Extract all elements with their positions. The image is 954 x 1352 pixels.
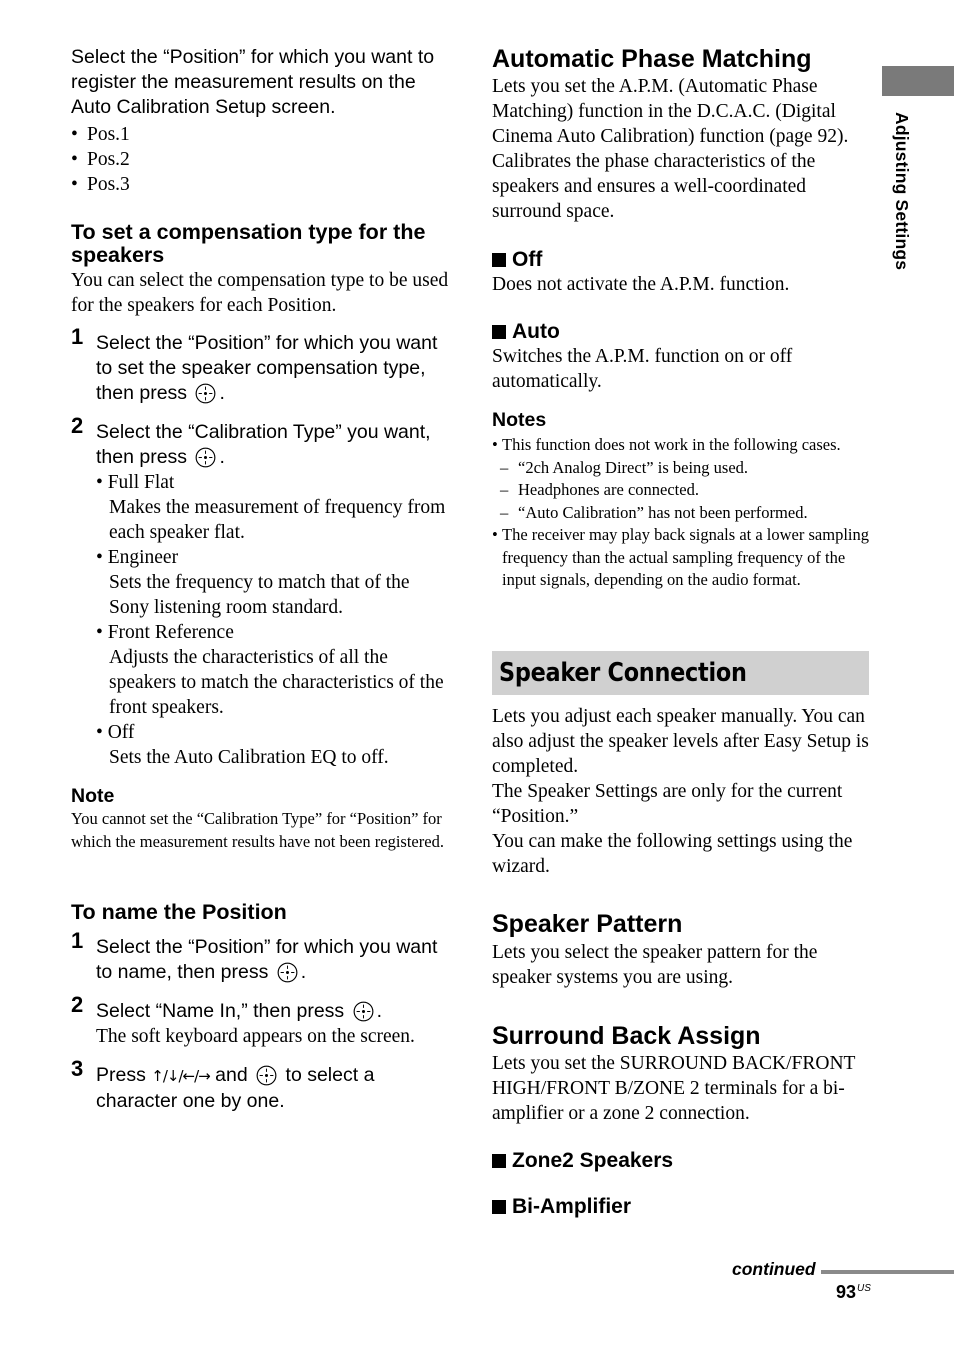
list-item: – “Auto Calibration” has not been performed. (500, 502, 808, 522)
list-item: • Front Reference Adjusts the characteristics of all the speakers to match the characteristics of the front speakers. (96, 622, 444, 718)
apm-option-auto-desc: Switches the A.P.M. function on or off automatically. (492, 346, 793, 392)
enter-button-icon (256, 1065, 277, 1086)
list-item: • Full Flat Makes the measurement of frequency from each speaker flat. (96, 472, 446, 543)
list-item: • Pos.2 (71, 149, 130, 170)
step-text: Select the “Calibration Type” you want, then press (96, 421, 431, 468)
list-item: • The receiver may play back signals at a lower sampling frequency than the actual sampling frequency of the input signals, depending on the audio format. (492, 525, 869, 589)
calibration-type-list (96, 470, 449, 770)
position-list (71, 122, 449, 197)
enter-button-icon (353, 1001, 374, 1022)
comp-step-1: 1 Select the “Position” for which you want to set the speaker compensation type, then press . (71, 324, 438, 404)
note-heading: Note (71, 785, 115, 807)
step-number: 2 (71, 992, 84, 1017)
apm-option-auto: Auto (492, 320, 560, 344)
name-step-3: 3 Press ↑/↓/←/→ and to select a character one by one. (71, 1056, 375, 1112)
square-bullet-icon (492, 325, 506, 339)
list-item: • This function does not work in the following cases. (492, 435, 841, 454)
step-text: to select a character one by one. (96, 1064, 375, 1112)
continued-bar (821, 1270, 954, 1274)
notes-list (492, 434, 870, 592)
surround-back-assign-heading: Surround Back Assign (492, 1022, 761, 1050)
list-item: – “2ch Analog Direct” is being used. (500, 457, 749, 477)
name-step-2: 2 Select “Name In,” then press . The soft keyboard appears on the screen. (71, 999, 449, 1049)
list-item: • Pos.1 (71, 124, 130, 145)
name-step-1: 1 Select the “Position” for which you want to name, then press . (71, 928, 438, 983)
list-item: • Off Sets the Auto Calibration EQ to off. (96, 722, 389, 768)
page-number: $93^{US}$ (836, 1282, 871, 1302)
step-subtext: The soft keyboard appears on the screen. (96, 1026, 415, 1047)
continued-label: continued (732, 1259, 816, 1279)
section-intro: Lets you adjust each speaker manually. You can also adjust the speaker levels after Easy Setup is completed. The Speaker Settings are only for the current “Position.” You can make the following settings using the wizard. (492, 706, 869, 877)
enter-button-icon (277, 962, 298, 983)
surround-back-assign-text: Lets you set the SURROUND BACK/FRONT HIGH/FRONT B/ZONE 2 terminals for a bi-amplifier or a zone 2 connection. (492, 1053, 856, 1124)
step-number: 1 (71, 928, 84, 953)
side-tab-marker (882, 66, 954, 96)
square-bullet-icon (492, 1154, 506, 1168)
compensation-intro: You can select the compensation type to be used for the speakers for each Position. (71, 270, 449, 316)
speaker-pattern-text: Lets you select the speaker pattern for the speaker systems you are using. (492, 942, 818, 988)
step-text: Select “Name In,” then press (96, 1000, 345, 1022)
comp-step-2: 2 Select the “Calibration Type” you want, then press . (71, 413, 431, 468)
name-position-heading: To name the Position (71, 900, 287, 924)
step-number: 1 (71, 324, 84, 349)
apm-heading: Automatic Phase Matching (492, 45, 812, 73)
speaker-pattern-heading: Speaker Pattern (492, 910, 683, 938)
section-title: Speaker Connection (499, 658, 747, 688)
arrow-keys-icon: ↑/↓/←/→ (151, 1067, 210, 1085)
enter-button-icon (195, 383, 216, 404)
step-text: Select the “Position” for which you want to name, then press (96, 936, 438, 983)
apm-option-off-desc: Does not activate the A.P.M. function. (492, 274, 790, 295)
sba-option-zone2: Zone2 Speakers (492, 1149, 673, 1173)
square-bullet-icon (492, 1200, 506, 1214)
square-bullet-icon (492, 253, 506, 267)
list-item: • Pos.3 (71, 174, 130, 195)
step-number: 2 (71, 413, 84, 438)
enter-button-icon (195, 447, 216, 468)
compensation-heading: To set a compensation type for the speakers (71, 220, 426, 267)
section-title-band (492, 651, 869, 695)
list-item: • Engineer Sets the frequency to match that of the Sony listening room standard. (96, 547, 410, 618)
notes-heading: Notes (492, 409, 547, 431)
sba-option-biamp: Bi-Amplifier (492, 1195, 631, 1219)
note-text: You cannot set the “Calibration Type” for “Position” for which the measurement results have not been registered. (71, 809, 444, 851)
list-item: – Headphones are connected. (500, 480, 699, 499)
step-text: Select the “Position” for which you want to set the speaker compensation type, then press (96, 332, 438, 404)
apm-option-off: Off (492, 248, 542, 272)
step-number: 3 (71, 1056, 84, 1081)
apm-text: Lets you set the A.P.M. (Automatic Phase Matching) function in the D.C.A.C. (Digital Cinema Auto Calibration) function (page 92). Calibrates the phase characteristics of the speakers and ensures a well-coordinated surround space. (492, 76, 849, 222)
side-tab-label: Adjusting Settings (892, 112, 912, 271)
position-intro: Select the “Position” for which you want to register the measurement results on the Auto Calibration Setup screen. (71, 46, 435, 118)
